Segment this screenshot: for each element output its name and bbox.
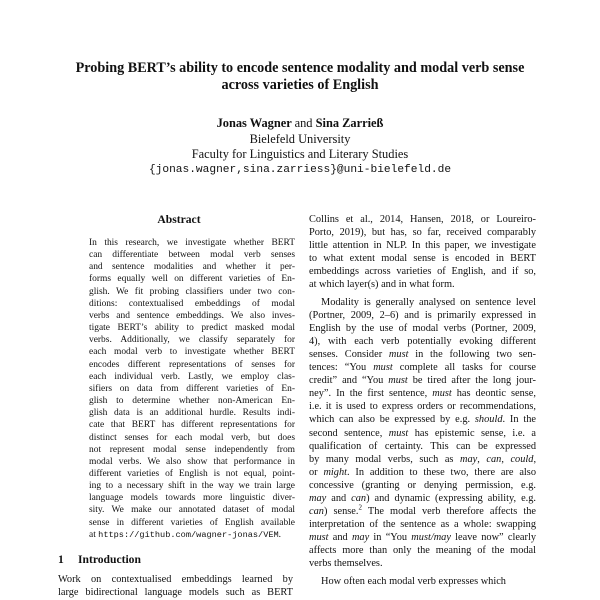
dataset-link[interactable]: https://github.com/wagner-jonas/VEM <box>98 529 279 540</box>
italic-might: might <box>323 466 347 478</box>
text-line: qualification of certainty. This can be expressed <box>309 440 536 452</box>
text-span: has deontic sense, <box>451 388 536 400</box>
text-span: senses. Consider <box>309 348 389 360</box>
abstract-line: ing to a necessary shift in the way we train large <box>89 481 295 492</box>
italic-could: could <box>510 453 534 465</box>
abstract-line: forms equally well on different varieties of En- <box>89 274 295 285</box>
abstract-line: modal verbs. We also show that performance in <box>89 456 295 467</box>
abstract-line: ditions: contextualised embeddings of modal <box>89 298 295 309</box>
text-span: leave now” clearly <box>450 532 536 544</box>
title-line-1: Probing BERT’s ability to encode sentence modality and modal verb sense <box>75 60 525 76</box>
text-span: and <box>328 532 352 544</box>
text-span: be tired after the long jour- <box>407 375 536 387</box>
author-and: and <box>294 116 313 130</box>
italic-may: may <box>460 453 478 465</box>
text-span: The modal verb therefore affects the <box>361 506 536 518</box>
text-span: tences: “You <box>309 362 374 374</box>
text-line: verbs themselves. <box>309 558 383 570</box>
abstract-line: different varieties of English is not equal, point- <box>89 468 295 479</box>
abstract-line: verbs and sentence embeddings. We also inves- <box>89 310 295 321</box>
paper-title <box>40 60 560 94</box>
intro-line: large bidirectional language models such as BERT <box>58 587 293 598</box>
text-span: second sentence, <box>309 427 389 439</box>
abstract-line: glish. We fit probing classifiers under two con- <box>89 286 295 297</box>
paragraph-3 <box>309 575 536 588</box>
affiliation-1: Bielefeld University <box>249 131 351 146</box>
paragraph-1 <box>309 213 536 292</box>
affiliation-2: Faculty for Linguistics and Literary Studies <box>191 147 409 161</box>
text-line: embeddings across varieties of English, and if so, <box>309 266 536 278</box>
abstract-line: In this research, we investigate whether BERT <box>89 238 295 248</box>
abstract-line: and sentence modalities and whether it per- <box>89 262 295 273</box>
italic-must: must <box>388 375 408 387</box>
text-line: 4), with each verb potentially evoking different <box>309 335 536 347</box>
author-1: Jonas Wagner <box>216 116 292 130</box>
text-line: little attention in NLP. In this paper, we investigate <box>309 240 536 252</box>
text-line: Collins et al., 2014, Hansen, 2018, or Loureiro- <box>309 214 536 225</box>
title-line-2: across varieties of English <box>221 77 379 93</box>
abstract-line: verbs. Additionally, we classify separately for <box>89 335 295 346</box>
abstract-body <box>89 237 295 541</box>
paragraph-2 <box>309 296 536 571</box>
text-line <box>309 387 536 400</box>
text-span: which can also be expressed by e.g. <box>309 414 475 426</box>
italic-must: must <box>388 427 409 439</box>
text-span: ) and dynamic (expressing ability, e.g. <box>366 492 537 504</box>
italic-may: may <box>309 492 327 504</box>
text-span: has epistemic sense, i.e. a <box>408 427 537 439</box>
author-block <box>40 116 560 178</box>
abstract-line: language models towards more linguistic diver- <box>89 493 295 504</box>
text-line: by many modal verbs, such as may, can, could, <box>309 453 537 465</box>
text-line: affects more than only the meaning of the modal <box>309 545 536 557</box>
text-line <box>309 505 536 518</box>
text-span: ) sense. <box>323 506 359 518</box>
abstract-heading: Abstract <box>157 213 201 226</box>
abstract-period: . <box>278 529 282 540</box>
introduction-heading <box>58 553 293 567</box>
text-line: interpretation of the sentence as a whole: swapping <box>309 519 536 531</box>
text-line <box>309 427 536 440</box>
abstract-line: glish to determine whether non-American En- <box>89 396 295 407</box>
text-line: Porto, 2019), but has, so far, received comparably <box>309 227 536 239</box>
text-line: i.e. it is used to express orders or recommendations, <box>309 401 536 413</box>
text-line: (Portner, 2009, 2–6) and is primarily expressed in <box>309 309 536 321</box>
italic-mustmay: must/may <box>411 532 451 544</box>
abstract-line: encodes different representations of senses for <box>89 359 295 370</box>
abstract-line: sity. We make our annotated dataset of modal <box>89 505 295 516</box>
text-span: by many modal verbs, such as <box>309 453 460 465</box>
text-line <box>309 531 536 544</box>
author-names <box>40 116 560 132</box>
italic-can: can <box>309 506 324 518</box>
abstract-line: cate that BERT has different representations for <box>89 420 295 431</box>
right-column <box>309 213 536 592</box>
text-line <box>309 348 536 361</box>
text-span: complete all tasks for course <box>392 362 536 374</box>
author-2: Sina Zarrieß <box>315 116 384 130</box>
text-span: and <box>326 492 352 504</box>
italic-can: can <box>486 453 502 465</box>
abstract-line: tigate BERT’s ability to predict masked modal <box>89 323 295 334</box>
abstract-line: each individual verb. Lastly, we employ clas- <box>89 371 295 382</box>
footnote-marker[interactable]: 2 <box>358 503 362 512</box>
text-line <box>309 374 536 387</box>
abstract-line: sense in different varieties of English available <box>89 517 295 528</box>
text-span: . In the <box>502 414 536 426</box>
text-span: in the following two sen- <box>408 348 536 360</box>
abstract-line: each modal verb to investigate whether BERT <box>89 347 295 358</box>
abstract-line: can differentiate between modal verb senses <box>89 250 295 261</box>
section-title: Introduction <box>78 552 141 566</box>
text-span: ney”. In the first sentence, <box>309 388 428 400</box>
abstract-at: at <box>89 529 96 540</box>
italic-can: can <box>351 492 367 504</box>
italic-must: must <box>309 532 329 544</box>
abstract-last-line <box>89 529 295 541</box>
text-line: English by the use of modal verbs (Portner, 2009, <box>309 322 536 334</box>
text-span: credit” and “You <box>309 375 389 387</box>
author-email: {jonas.wagner,sina.zarriess}@uni-bielefeld.de <box>148 163 452 176</box>
abstract-line: sifiers on data from different varieties of En- <box>89 383 295 394</box>
italic-may: may <box>351 532 370 544</box>
text-line <box>309 413 536 426</box>
abstract-line: glish data is an additional hurdle. Results indi- <box>89 408 295 419</box>
text-line: concessive (granting or denying permission, e.g. <box>309 479 536 491</box>
italic-must: must <box>373 362 393 374</box>
text-line <box>309 361 536 374</box>
intro-line: Work on contextualised embeddings learned by <box>58 573 293 585</box>
text-span: . In addition to these two, there are also <box>347 466 536 478</box>
italic-must: must <box>432 388 452 400</box>
text-line: Modality is generally analysed on sentence level <box>321 296 536 308</box>
text-line <box>309 492 536 505</box>
abstract-line: not represent modal sense independently from <box>89 444 295 455</box>
section-number: 1 <box>58 552 64 566</box>
text-span: in “You <box>369 532 412 544</box>
italic-should: should <box>474 414 503 426</box>
introduction-body <box>58 573 293 599</box>
text-line: to what extent modal sense is encoded in BERT <box>309 253 536 265</box>
text-line: at which layer(s) and in what form. <box>309 279 455 291</box>
text-line: How often each modal verb expresses which <box>321 575 506 587</box>
text-span: or <box>309 466 324 478</box>
italic-must: must <box>388 348 409 360</box>
left-column <box>58 213 295 599</box>
text-line <box>309 466 536 479</box>
abstract-line: distinct senses for each modal verb, but does <box>89 432 295 443</box>
